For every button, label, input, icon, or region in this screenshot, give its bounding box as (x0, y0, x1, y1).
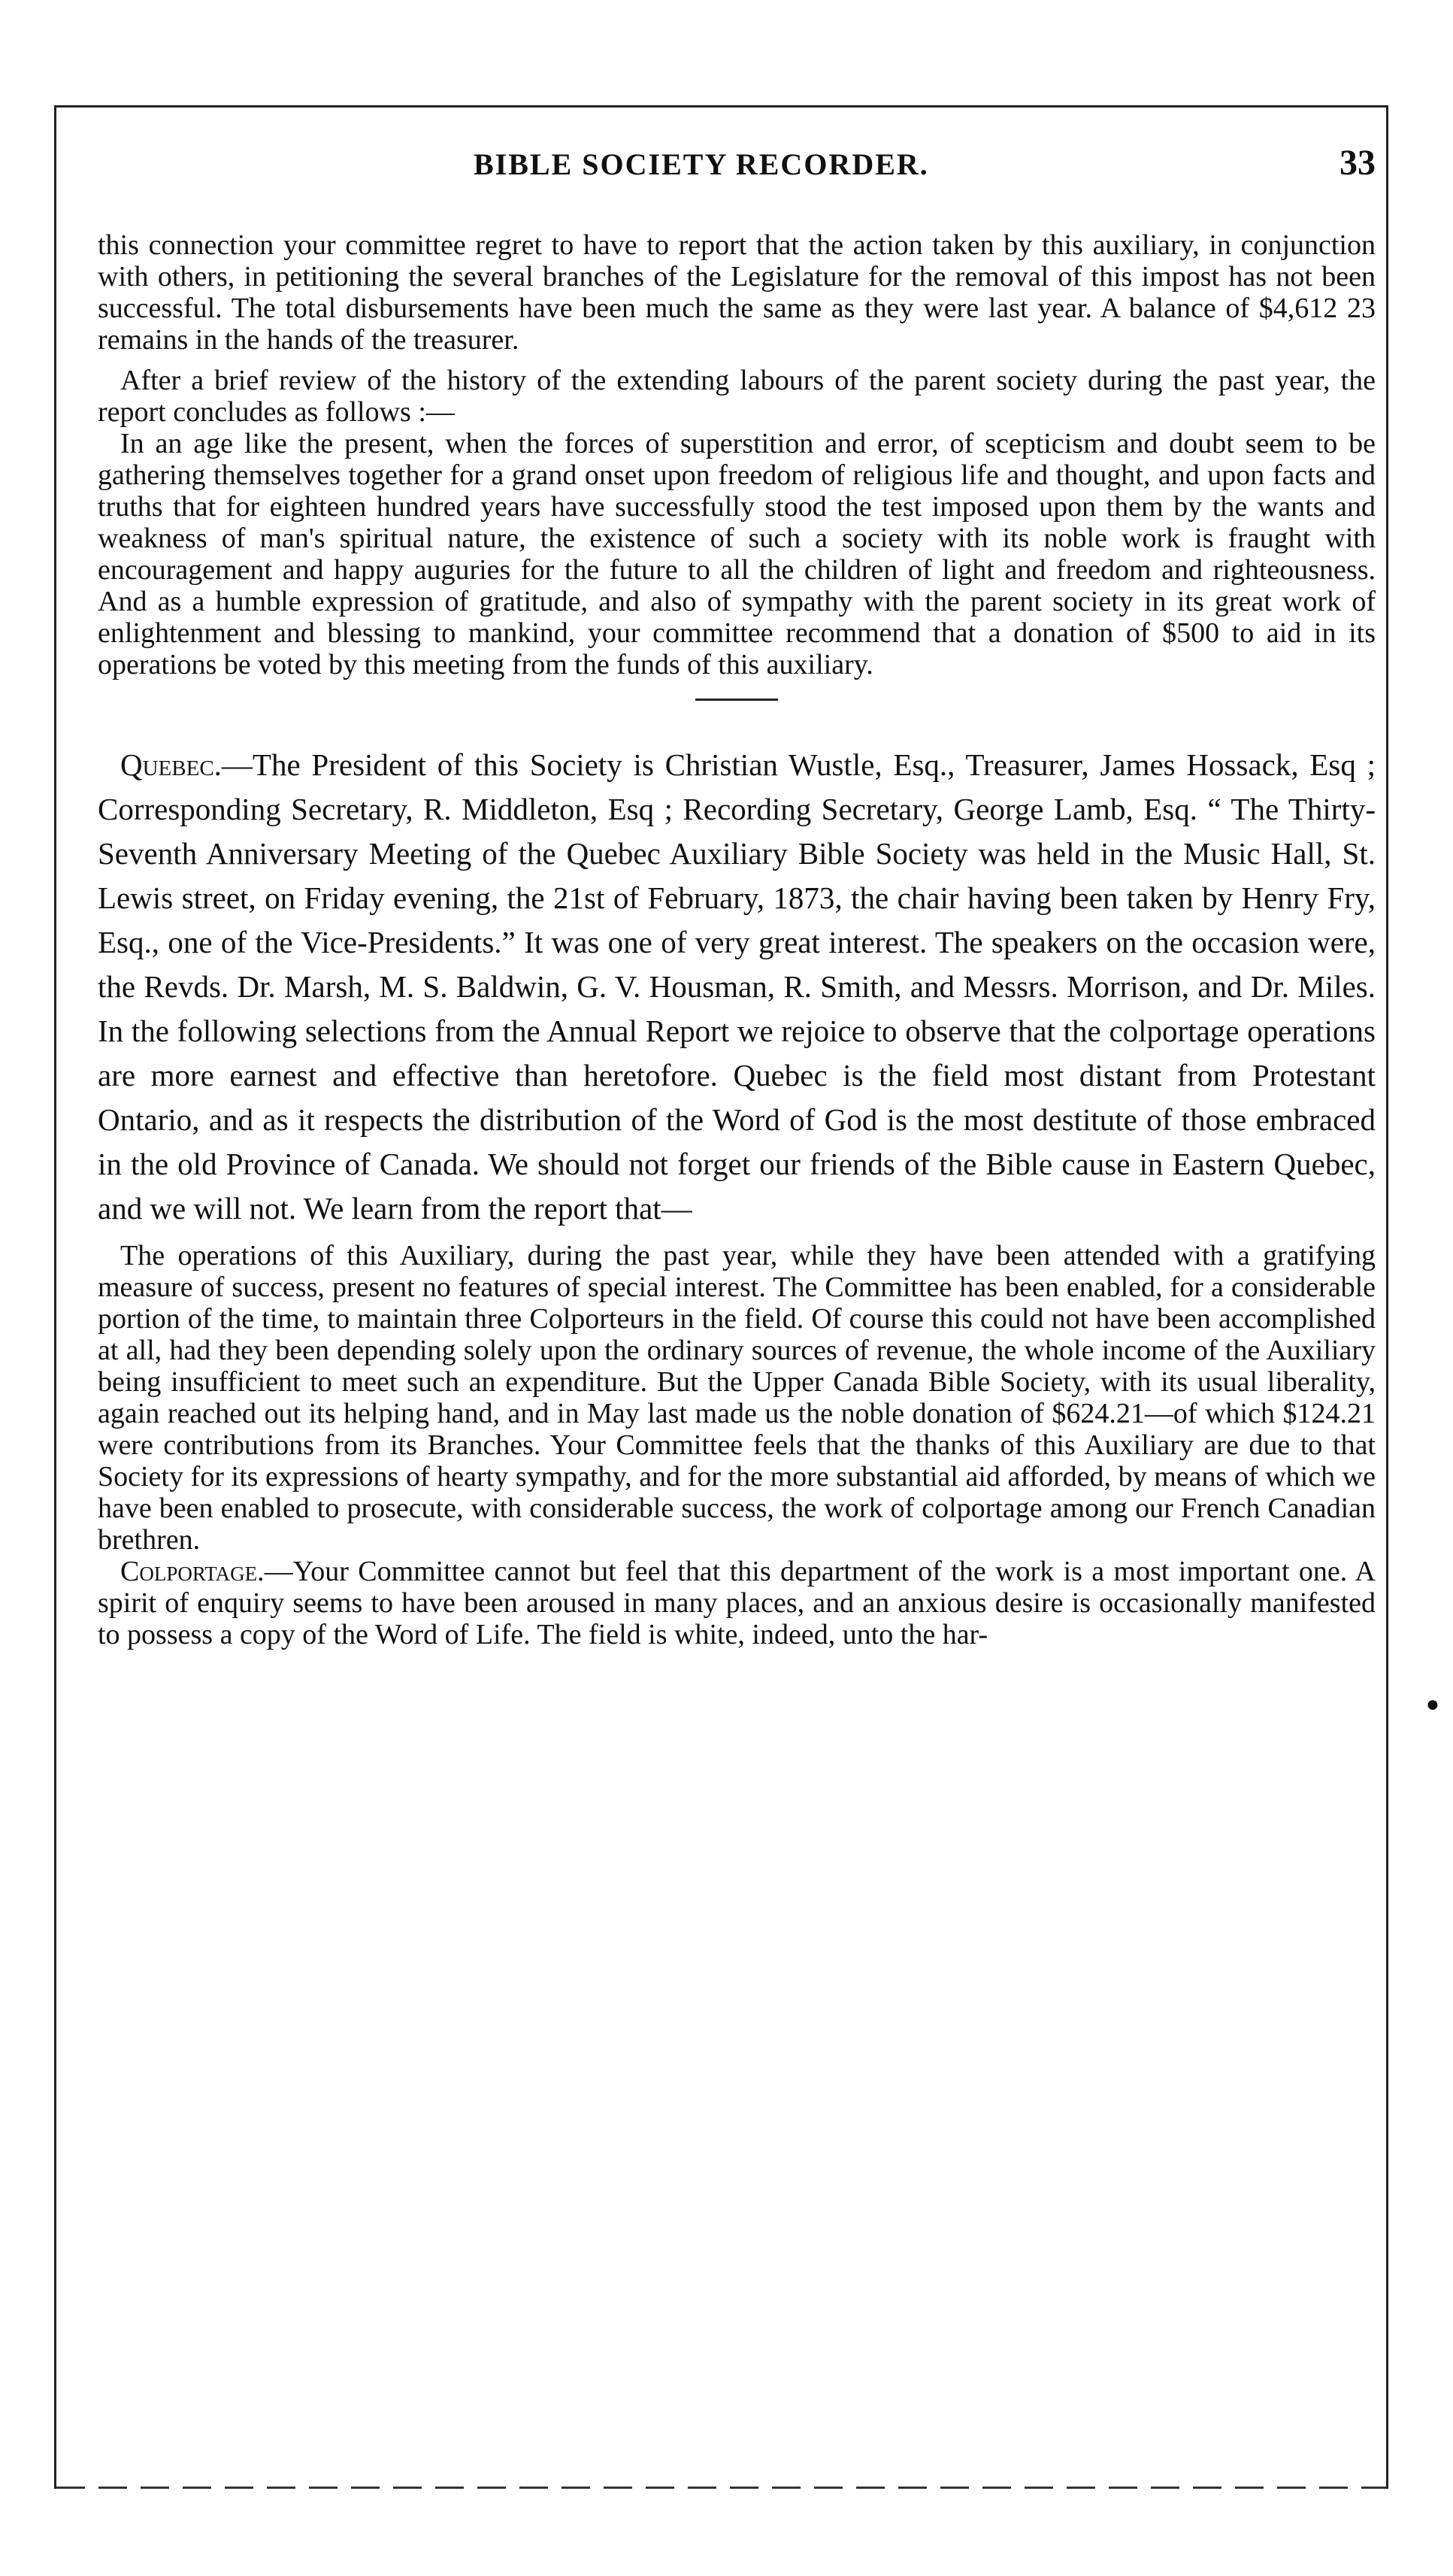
quebec-text: —The President of this Society is Christian Wustle, Esq., Treasurer, James Hossack, Esq ; Corresponding Secretary, R. Middleton, Esq ; Recording Secretary, George Lamb, Esq. “ The Thirty-Seventh Anniversary Meeting of the Quebec Auxiliary Bible Society was held in the Music Hall, St. Lewis street, on Friday evening, the 21st of February, 1873, the chair having been taken by Henry Fry, Esq., one of the Vice-Presidents.” It was one of very great interest. The speakers on the occasion were, the Revds. Dr. Marsh, M. S. Baldwin, G. V. Housman, R. Smith, and Messrs. Morrison, and Dr. Miles. In the following selections from the Annual Report we rejoice to observe that the colportage operations are more earnest and effective than heretofore. Quebec is the field most distant from Protestant Ontario, and as it respects the distribution of the Word of God is the most destitute of those embraced in the old Province of Canada. We should not forget our friends of the Bible cause in Eastern Quebec, and we will not. We learn from the report that— (98, 747, 1376, 1226)
paragraph-report-conclusion: In an age like the present, when the forces of superstition and error, of scepticism and doubt seem to be gathering themselves together for a grand onset upon freedom of religious life and thought, and upon facts and truths that for eighteen hundred years have successfully stood the test imposed upon them by the wants and weakness of man's spiritual nature, the existence of such a society with its noble work is fraught with encouragement and happy auguries for the future to all the children of light and freedom and righteousness. And as a humble expression of gratitude, and also of sympathy with the parent society in its great work of enlightenment and blessing to mankind, your committee recommend that a donation of $500 to aid in its operations be voted by this meeting from the funds of this auxiliary. (98, 428, 1376, 680)
colportage-heading: Colportage. (120, 1556, 265, 1587)
paragraph-review-summary: After a brief review of the history of the extending labours of the parent society during the past year, the report concludes as follows :— (98, 365, 1376, 428)
page-body (98, 229, 1376, 2455)
page-header (98, 143, 1376, 192)
paragraph-auxiliary-operations: The operations of this Auxiliary, during the past year, while they have been attended with a gratifying measure of success, present no features of special interest. The Committee has been enabled, for a considerable portion of the time, to maintain three Colporteurs in the field. Of course this could not have been accomplished at all, had they been depending solely upon the ordinary sources of revenue, the whole income of the Auxiliary being insufficient to meet such an expenditure. But the Upper Canada Bible Society, with its usual liberality, again reached out its helping hand, and in May last made us the noble donation of $624.21—of which $124.21 were contributions from its Branches. Your Committee feels that the thanks of this Auxiliary are due to that Society for its expressions of hearty sympathy, and for the more substantial aid afforded, by means of which we have been enabled to prosecute, with considerable success, the work of colportage among our French Canadian brethren. (98, 1240, 1376, 1556)
section-divider (695, 699, 778, 701)
paragraph-quebec-society (98, 743, 1376, 1231)
running-head: BIBLE SOCIETY RECORDER. (474, 147, 929, 181)
colportage-text: —Your Committee cannot but feel that this department of the work is a most important one. A spirit of enquiry seems to have been aroused in many places, and an anxious desire is occasionally manifested to possess a copy of the Word of Life. The field is white, indeed, unto the har- (98, 1556, 1376, 1650)
paragraph-colportage (98, 1556, 1376, 1650)
paragraph-committee-report: this connection your committee regret to have to report that the action taken by this auxiliary, in conjunction with others, in petitioning the several branches of the Legislature for the removal of this impost has not been successful. The total disbursements have been much the same as they were last year. A balance of $4,612 23 remains in the hands of the treasurer. (98, 229, 1376, 356)
quebec-heading: Quebec. (120, 747, 222, 782)
margin-mark: ● (1425, 1692, 1439, 1717)
page-number: 33 (1339, 143, 1376, 183)
